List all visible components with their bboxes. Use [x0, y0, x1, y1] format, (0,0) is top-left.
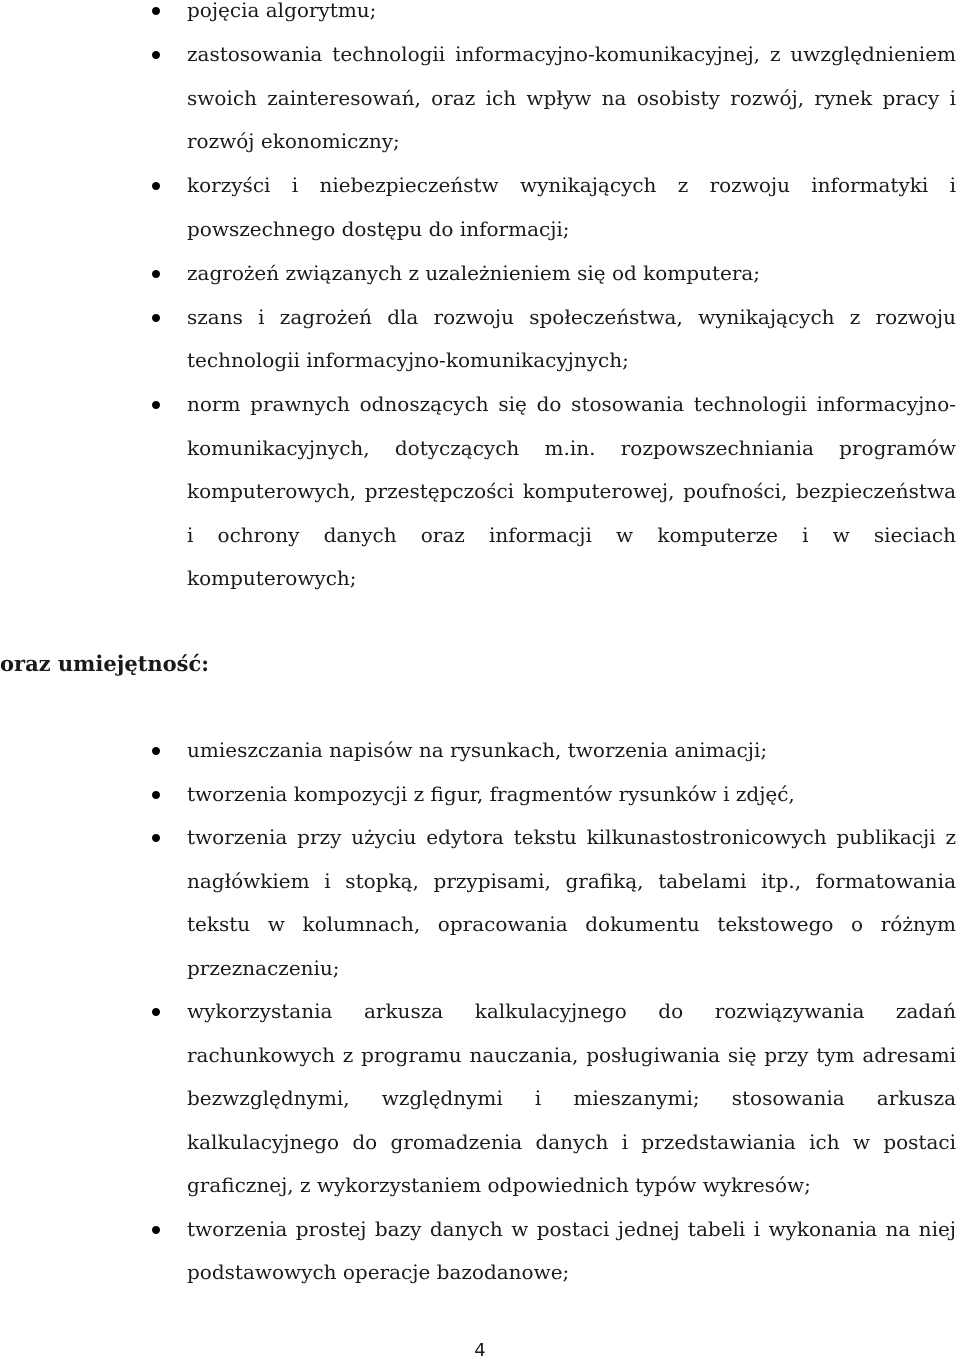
list-item	[0, 252, 960, 296]
list-item	[0, 1208, 960, 1295]
bullet-icon	[152, 1008, 160, 1016]
list-item-text: umieszczania napisów na rysunkach, tworzenia animacji;	[187, 738, 768, 762]
list-item-text: tworzenia prostej bazy danych w postaci jednej tabeli i wykonania na niej podstawowych operacje bazodanowe;	[187, 1216, 956, 1284]
bullet-icon	[152, 314, 160, 322]
list-item	[0, 816, 960, 990]
list-item-text: zastosowania technologii informacyjno-komunikacyjnej, z uwzględnieniem swoich zainteresowań, oraz ich wpływ na osobisty rozwój, rynek pracy i rozwój ekonomiczny;	[187, 42, 956, 153]
bullet-icon	[152, 7, 160, 15]
list-item-text: pojęcia algorytmu;	[187, 0, 377, 22]
bullet-icon	[152, 401, 160, 409]
bullet-icon	[152, 182, 160, 190]
bullet-icon	[152, 747, 160, 755]
bullet-icon	[152, 834, 160, 842]
list-item	[0, 164, 960, 251]
skills-list	[0, 729, 960, 1295]
list-item-text: wykorzystania arkusza kalkulacyjnego do rozwiązywania zadań rachunkowych z programu nauczania, posługiwania się przy tym adresami bezwzględnymi, względnymi i mieszanymi; stosowania arkusza kalkulacyjnego do gromadzenia danych i przedstawiania ich w postaci graficznej, z wykorzystaniem odpowiednich typów wykresów;	[187, 999, 956, 1197]
list-item	[0, 383, 960, 601]
bullet-icon	[152, 270, 160, 278]
list-item-text: tworzenia kompozycji z figur, fragmentów rysunków i zdjęć,	[187, 781, 795, 806]
list-item	[0, 296, 960, 383]
list-item	[0, 990, 960, 1208]
list-item	[0, 0, 960, 33]
bullet-icon	[152, 51, 160, 59]
list-item	[0, 33, 960, 164]
list-item-text: szans i zagrożeń dla rozwoju społeczeństwa, wynikających z rozwoju technologii informacyjno-komunikacyjnych;	[187, 304, 956, 372]
list-item	[0, 773, 960, 817]
section-heading: oraz umiejętność:	[0, 651, 210, 676]
page-number: 4	[474, 1340, 486, 1361]
list-item-text: zagrożeń związanych z uzależnieniem się od komputera;	[187, 260, 761, 285]
bullet-icon	[152, 791, 160, 799]
list-item-text: norm prawnych odnoszących się do stosowania technologii informacyjno-komunikacyjnych, dotyczących m.in. rozpowszechniania programów komputerowych, przestępczości komputerowej, poufności, bezpieczeństwa i ochrony danych oraz informacji w komputerze i w sieciach komputerowych;	[187, 392, 956, 590]
list-item	[0, 729, 960, 773]
list-item-text: tworzenia przy użyciu edytora tekstu kilkunastostronicowych publikacji z nagłówkiem i stopką, przypisami, grafiką, tabelami itp., formatowania tekstu w kolumnach, opracowania dokumentu tekstowego o różnym przeznaczeniu;	[187, 825, 956, 980]
knowledge-list	[0, 0, 960, 601]
list-item-text: korzyści i niebezpieczeństw wynikających z rozwoju informatyki i powszechnego dostępu do informacji;	[187, 173, 956, 241]
bullet-icon	[152, 1226, 160, 1234]
